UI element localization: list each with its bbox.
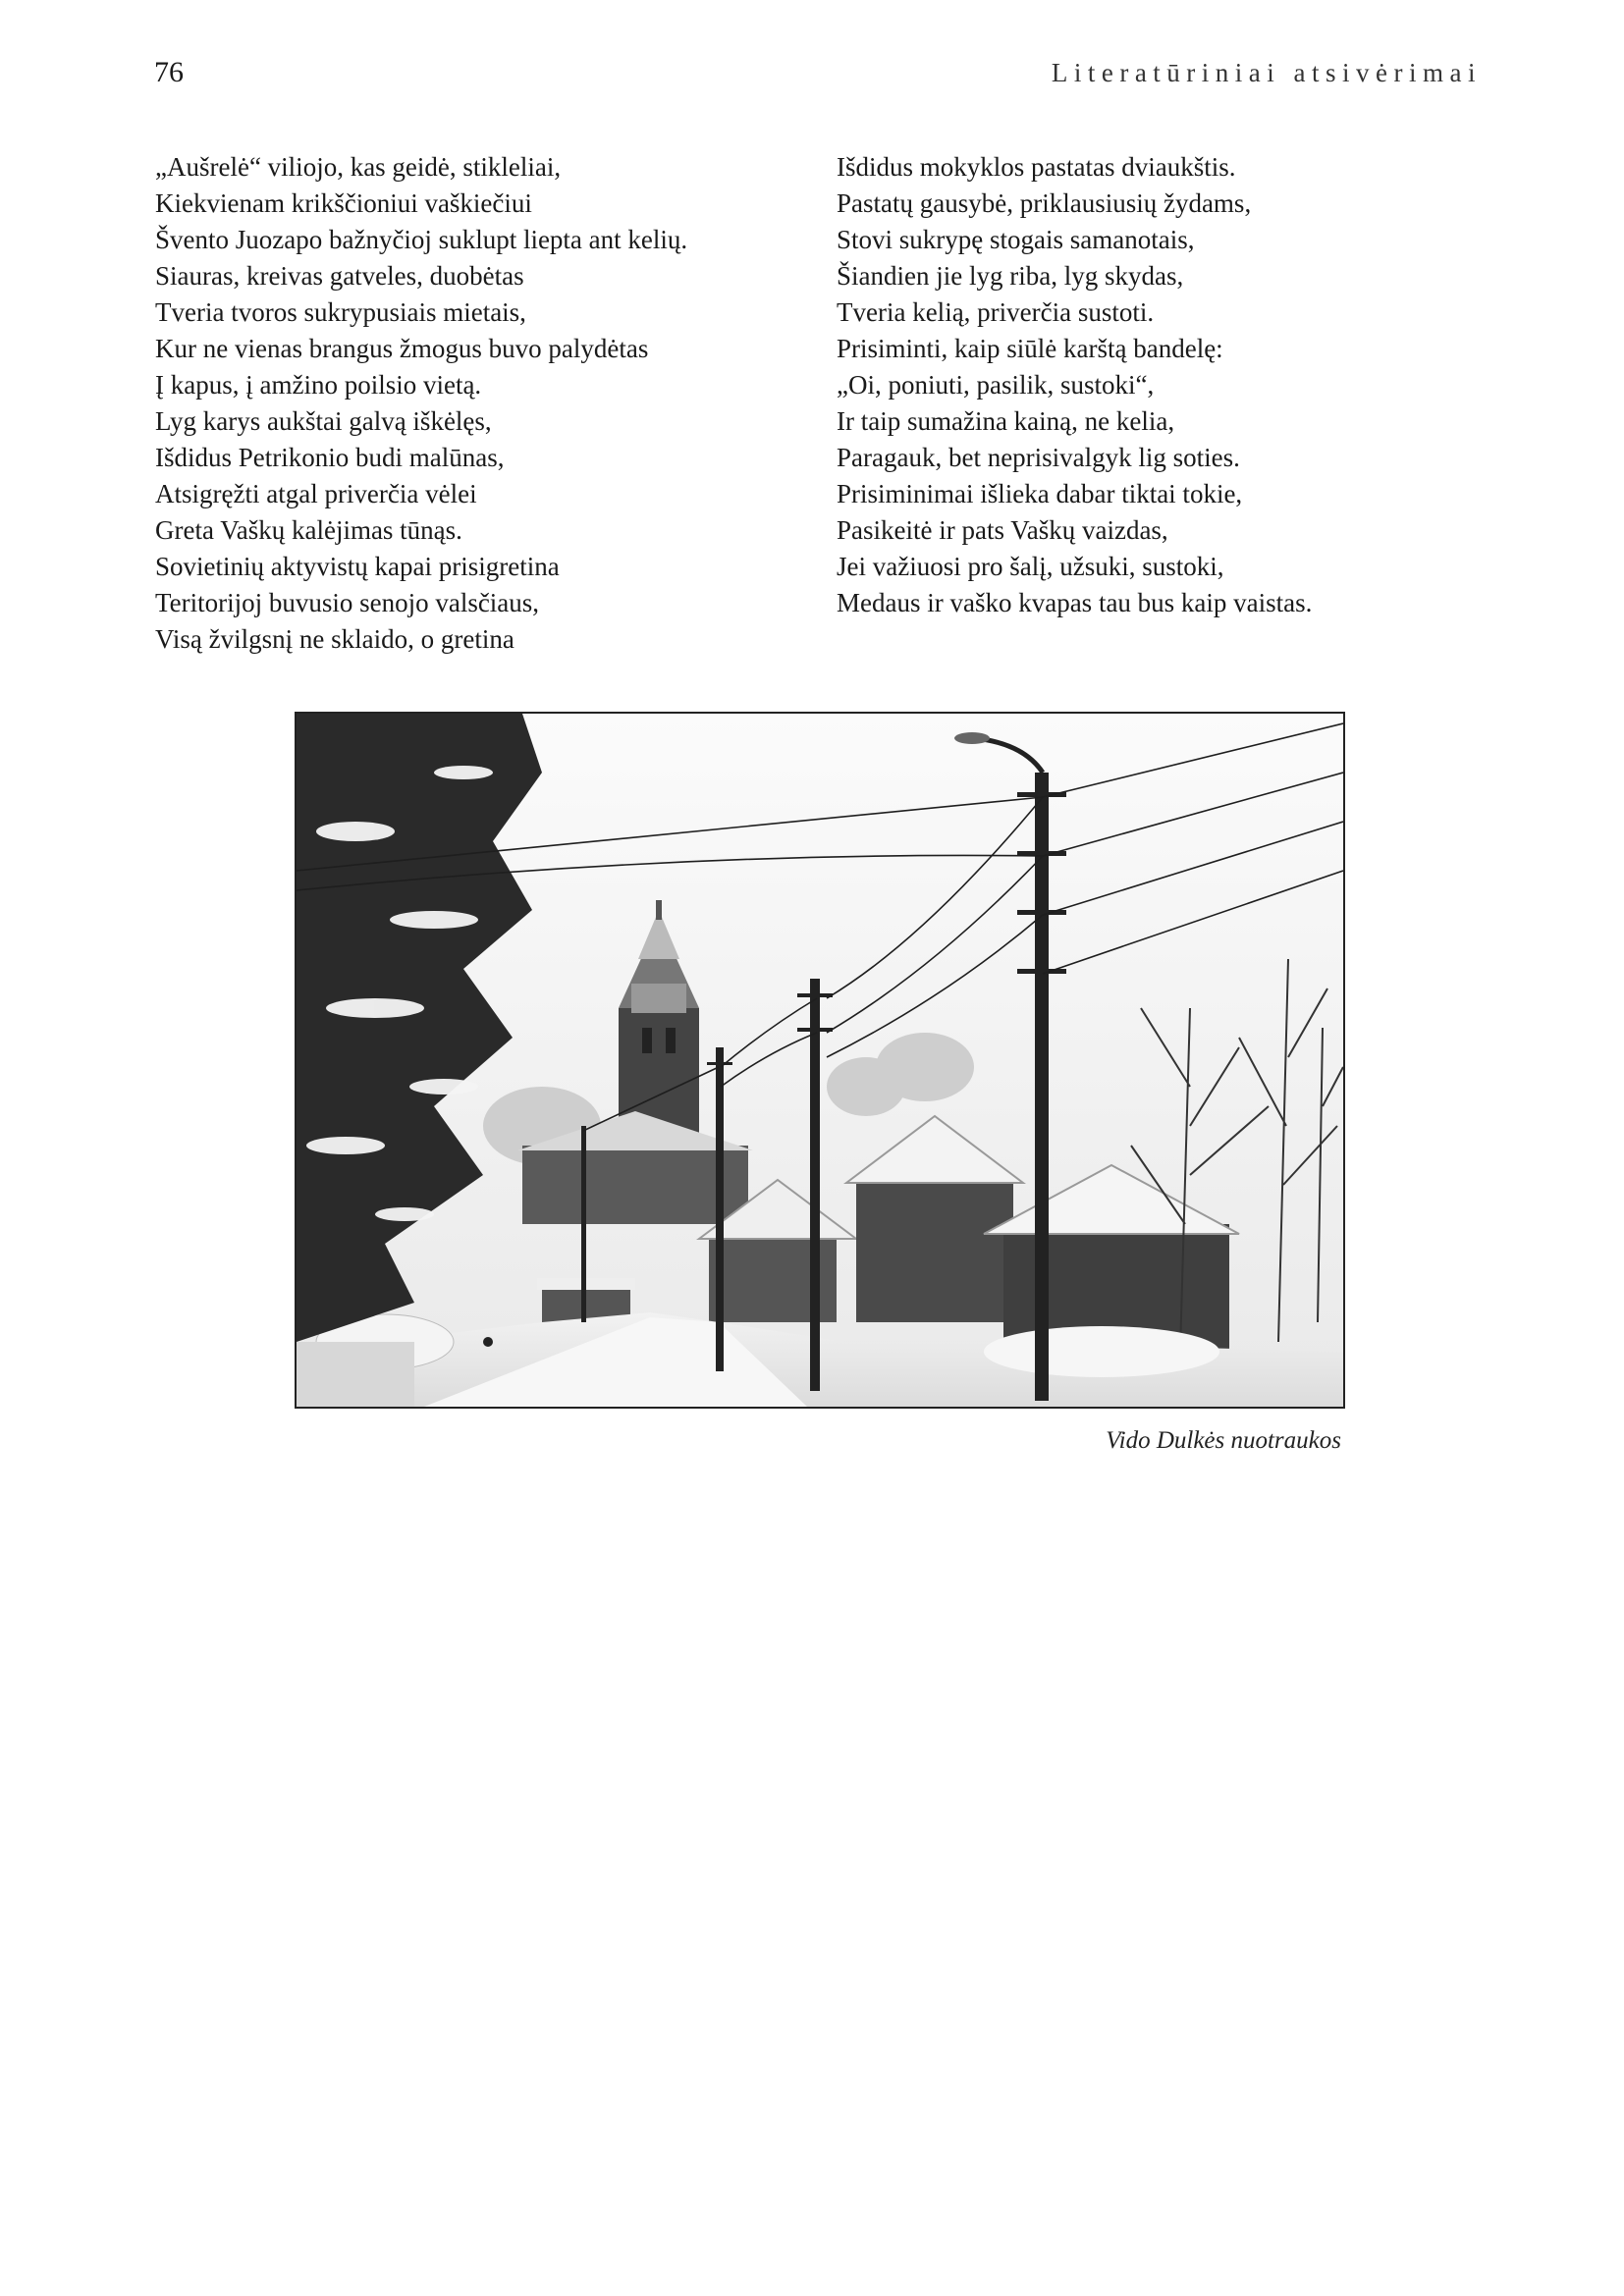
running-header: Literatūriniai atsivėrimai [1051, 58, 1482, 87]
poem-line: Išdidus mokyklos pastatas dviaukštis. [837, 152, 1236, 182]
poem-column-left [155, 149, 687, 658]
poem-line: Greta Vaškų kalėjimas tūnąs. [155, 515, 462, 545]
poem-line: Tveria kelią, priverčia sustoti. [837, 297, 1155, 327]
poem-line: „Aušrelė“ viliojo, kas geidė, stikleliai, [155, 152, 562, 182]
poem-column-right [837, 149, 1312, 621]
poem-line: Lyg karys aukštai galvą iškėlęs, [155, 406, 492, 436]
poem-line: Kiekvienam krikščioniui vaškiečiui [155, 188, 532, 218]
poem-line: Tveria tvoros sukrypusiais mietais, [155, 297, 526, 327]
poem-line: Kur ne vienas brangus žmogus buvo palydėtas [155, 334, 649, 363]
poem-line: Medaus ir vaško kvapas tau bus kaip vaistas. [837, 588, 1313, 617]
poem-line: Švento Juozapo bažnyčioj suklupt liepta ant kelių. [155, 225, 688, 254]
photo-illustration [297, 714, 1343, 1407]
winter-village-photo [295, 712, 1345, 1409]
poem-line: Ir taip sumažina kainą, ne kelia, [837, 406, 1175, 436]
poem-line: Sovietinių aktyvistų kapai prisigretina [155, 552, 560, 581]
poem-line: Prisiminimai išlieka dabar tiktai tokie, [837, 479, 1243, 508]
poem-line: Visą žvilgsnį ne sklaido, o gretina [155, 624, 514, 654]
poem-line: Šiandien jie lyg riba, lyg skydas, [837, 261, 1184, 291]
photo-caption: Vido Dulkės nuotraukos [1106, 1427, 1341, 1454]
poem-line: Išdidus Petrikonio budi malūnas, [155, 443, 505, 472]
poem-line: Į kapus, į amžino poilsio vietą. [155, 370, 482, 400]
poem-line: Stovi sukrypę stogais samanotais, [837, 225, 1195, 254]
poem-line: Paragauk, bet neprisivalgyk lig soties. [837, 443, 1240, 472]
poem-line: Pasikeitė ir pats Vaškų vaizdas, [837, 515, 1168, 545]
poem-line: Siauras, kreivas gatveles, duobėtas [155, 261, 524, 291]
poem-line: „Oi, poniuti, pasilik, sustoki“, [837, 370, 1155, 400]
poem-line: Pastatų gausybė, priklausiusių žydams, [837, 188, 1252, 218]
poem-line: Prisiminti, kaip siūlė karštą bandelę: [837, 334, 1223, 363]
poem-line: Jei važiuosi pro šalį, užsuki, sustoki, [837, 552, 1224, 581]
dog-silhouette [483, 1337, 493, 1347]
poem-line: Teritorijoj buvusio senojo valsčiaus, [155, 588, 540, 617]
page-number: 76 [154, 56, 184, 88]
poem-line: Atsigręžti atgal priverčia vėlei [155, 479, 477, 508]
